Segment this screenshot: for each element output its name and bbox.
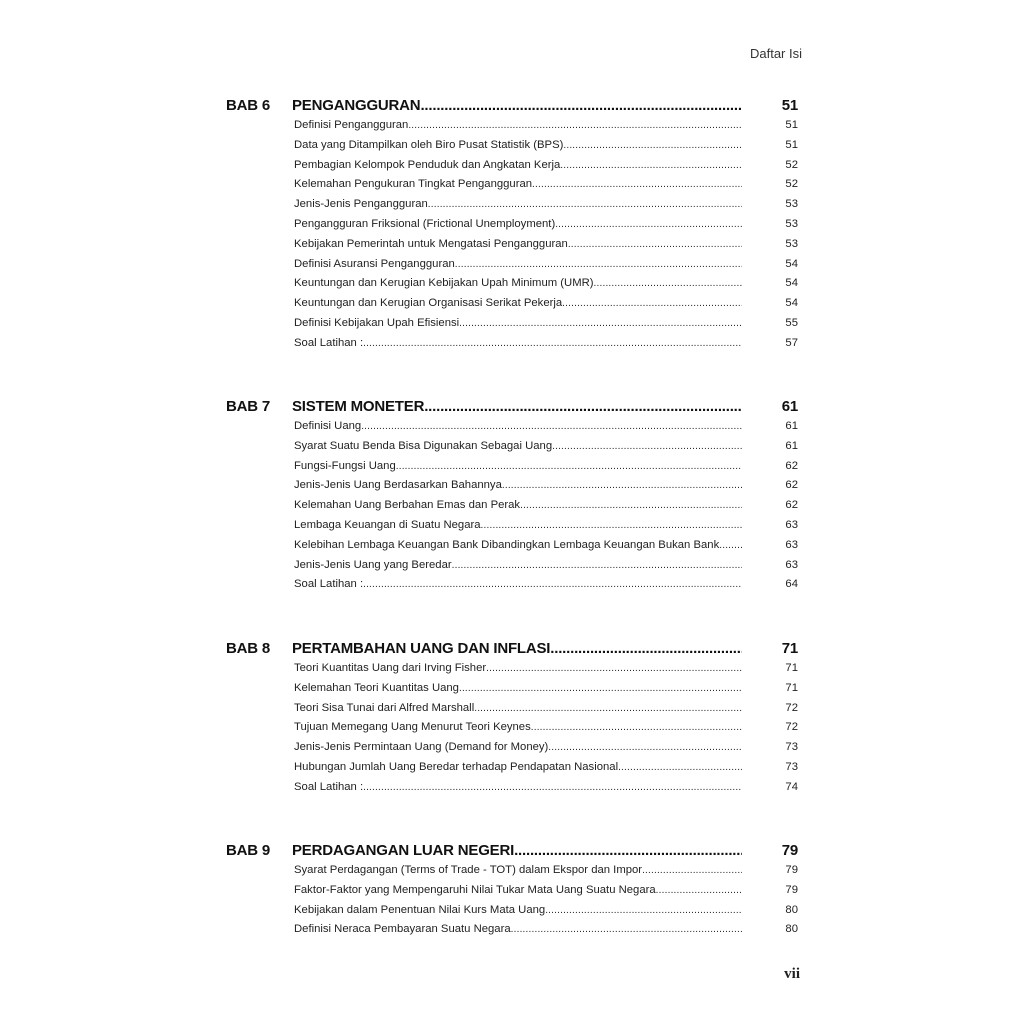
toc-entry-page: 71: [785, 662, 798, 674]
dot-leader: [363, 338, 742, 349]
toc-entry[interactable]: [294, 761, 798, 781]
toc-entry-page: 72: [785, 701, 798, 714]
toc-entry-page: 52: [785, 158, 798, 171]
toc-entry[interactable]: [294, 139, 798, 159]
dot-leader: [361, 421, 742, 432]
toc-entry-page: 74: [785, 780, 798, 793]
toc-entry-title: Data yang Ditampilkan oleh Biro Pusat Statistik (BPS): [294, 138, 564, 151]
toc-entry-page: 55: [785, 316, 798, 329]
toc-entry[interactable]: [294, 682, 798, 702]
toc-entry-title: Definisi Kebijakan Upah Efisiensi: [294, 316, 460, 329]
toc-entry[interactable]: [294, 662, 798, 682]
toc-entry-page: 53: [785, 217, 798, 230]
dot-leader: [481, 520, 742, 531]
chapter-title: PERDAGANGAN LUAR NEGERI: [292, 842, 515, 859]
dot-leader: [459, 318, 742, 329]
toc-entry-title: Syarat Perdagangan (Terms of Trade - TOT) dalam Ekspor dan Impor: [294, 864, 643, 876]
dot-leader: [520, 500, 742, 511]
dot-leader: [452, 560, 742, 571]
toc-entry[interactable]: [294, 781, 798, 801]
toc-entry-title: Fungsi-Fungsi Uang: [294, 459, 396, 472]
toc-entry[interactable]: [294, 178, 798, 198]
toc-entry-page: 53: [785, 198, 798, 211]
toc-entry-page: 51: [785, 138, 798, 151]
chapter-label: BAB 8: [226, 640, 271, 657]
page-number: vii: [784, 966, 800, 982]
dot-leader: [502, 480, 742, 491]
dot-leader: [560, 160, 742, 171]
chapter-entries: [294, 119, 798, 357]
chapter-page-number: 61: [781, 398, 798, 415]
toc-entry-title: Kelemahan Pengukuran Tingkat Pengangguran: [294, 178, 533, 191]
chapter-label: BAB 7: [226, 398, 271, 415]
chapter-bab-6: [226, 97, 798, 357]
chapter-title: PERTAMBAHAN UANG DAN INFLASI: [292, 640, 551, 657]
toc-entry[interactable]: [294, 337, 798, 357]
dot-leader: [545, 905, 742, 916]
dot-leader: [424, 398, 742, 415]
toc-entry[interactable]: [294, 440, 798, 460]
toc-entry-title: Soal Latihan :: [294, 336, 364, 349]
toc-entry-page: 54: [785, 257, 798, 270]
chapter-label: BAB 9: [226, 842, 271, 859]
toc-entry[interactable]: [294, 702, 798, 722]
chapter-label: BAB 6: [226, 97, 271, 114]
dot-leader: [420, 97, 742, 114]
toc-entry-page: 80: [785, 923, 798, 936]
chapter-bab-8: [226, 640, 798, 801]
toc-entry-page: 51: [785, 119, 798, 131]
dot-leader: [363, 782, 742, 793]
chapter-title: PENGANGGURAN: [292, 97, 421, 114]
toc-entry[interactable]: [294, 218, 798, 238]
toc-entry[interactable]: [294, 277, 798, 297]
toc-entry-page: 80: [785, 903, 798, 916]
toc-entry[interactable]: [294, 559, 798, 579]
dot-leader: [548, 742, 742, 753]
toc-entry-page: 63: [785, 558, 798, 571]
toc-entry-page: 54: [785, 277, 798, 290]
chapter-entries: [294, 662, 798, 801]
toc-entry-title: Tujuan Memegang Uang Menurut Teori Keynes: [294, 721, 531, 734]
toc-entry[interactable]: [294, 499, 798, 519]
toc-entry-page: 73: [785, 760, 798, 773]
running-head: Daftar Isi: [749, 46, 802, 61]
toc-entry-title: Teori Kuantitas Uang dari Irving Fisher: [294, 662, 487, 674]
toc-entry-page: 52: [785, 178, 798, 191]
toc-entry[interactable]: [294, 460, 798, 480]
toc-entry[interactable]: [294, 238, 798, 258]
chapter-page-number: 79: [781, 842, 798, 859]
dot-leader: [474, 703, 742, 714]
toc-entry[interactable]: [294, 539, 798, 559]
toc-entry-title: Syarat Suatu Benda Bisa Digunakan Sebagai Uang: [294, 439, 553, 452]
toc-entry[interactable]: [294, 923, 798, 943]
chapter-bab-9: [226, 842, 798, 943]
toc-entry-title: Definisi Uang: [294, 420, 362, 432]
chapter-page-number: 51: [781, 97, 798, 114]
toc-entry-title: Lembaga Keuangan di Suatu Negara: [294, 518, 481, 531]
dot-leader: [555, 219, 742, 230]
toc-entry[interactable]: [294, 420, 798, 440]
dot-leader: [459, 683, 742, 694]
dot-leader: [514, 842, 742, 859]
toc-entry-title: Jenis-Jenis Pengangguran: [294, 198, 428, 211]
toc-entry-page: 63: [785, 538, 798, 551]
toc-entry-page: 62: [785, 479, 798, 492]
toc-entry-page: 72: [785, 721, 798, 734]
dot-leader: [363, 579, 742, 590]
toc-entry-title: Soal Latihan :: [294, 578, 364, 591]
toc-entry[interactable]: [294, 479, 798, 499]
toc-entry-title: Definisi Neraca Pembayaran Suatu Negara: [294, 923, 511, 936]
toc-entry-title: Kebijakan dalam Penentuan Nilai Kurs Mata Uang: [294, 903, 546, 916]
dot-leader: [550, 640, 742, 657]
dot-leader: [594, 278, 742, 289]
toc-entry-title: Hubungan Jumlah Uang Beredar terhadap Pendapatan Nasional: [294, 760, 619, 773]
dot-leader: [428, 199, 742, 210]
toc-entry-page: 61: [785, 439, 798, 452]
toc-entry-title: Jenis-Jenis Permintaan Uang (Demand for Money): [294, 741, 549, 754]
chapter-heading[interactable]: [226, 640, 798, 662]
toc-entry-title: Faktor-Faktor yang Mempengaruhi Nilai Tukar Mata Uang Suatu Negara: [294, 883, 656, 896]
toc-entry-title: Soal Latihan :: [294, 780, 364, 793]
toc-entry-page: 53: [785, 237, 798, 250]
dot-leader: [563, 140, 742, 151]
toc-entry-page: 61: [785, 420, 798, 432]
toc-entry-page: 57: [785, 336, 798, 349]
toc-entry[interactable]: [294, 721, 798, 741]
toc-entry-page: 71: [785, 681, 798, 694]
toc-entry-title: Kelemahan Uang Berbahan Emas dan Perak: [294, 499, 521, 512]
toc-entry[interactable]: [294, 741, 798, 761]
toc-entry[interactable]: [294, 519, 798, 539]
toc-entry-title: Definisi Pengangguran: [294, 119, 409, 131]
chapter-title: SISTEM MONETER: [292, 398, 425, 415]
dot-leader: [642, 865, 742, 876]
toc-entry-title: Jenis-Jenis Uang Berdasarkan Bahannya: [294, 479, 502, 492]
chapter-heading[interactable]: [226, 97, 798, 119]
dot-leader: [531, 722, 742, 733]
toc-entry[interactable]: [294, 864, 798, 884]
toc-entry-page: 64: [785, 578, 798, 591]
toc-entry-title: Keuntungan dan Kerugian Kebijakan Upah Minimum (UMR): [294, 277, 594, 290]
toc-entry-title: Jenis-Jenis Uang yang Beredar: [294, 558, 452, 571]
toc-entry[interactable]: [294, 884, 798, 904]
chapter-entries: [294, 420, 798, 598]
toc-entry-page: 79: [785, 864, 798, 876]
toc-entry-title: Pembagian Kelompok Penduduk dan Angkatan Kerja: [294, 158, 561, 171]
chapter-heading[interactable]: [226, 842, 798, 864]
chapter-page-number: 71: [781, 640, 798, 657]
chapter-bab-7: [226, 398, 798, 598]
toc-entry-page: 63: [785, 518, 798, 531]
toc-entry-title: Teori Sisa Tunai dari Alfred Marshall: [294, 701, 475, 714]
toc-entry-page: 62: [785, 499, 798, 512]
dot-leader: [396, 461, 742, 472]
toc-entry-page: 73: [785, 741, 798, 754]
toc-entry-title: Keuntungan dan Kerugian Organisasi Serikat Pekerja: [294, 297, 563, 310]
toc-entry-title: Definisi Asuransi Pengangguran: [294, 257, 455, 270]
toc-entry-page: 54: [785, 297, 798, 310]
toc-entry-title: Kelebihan Lembaga Keuangan Bank Dibandingkan Lembaga Keuangan Bukan Bank: [294, 538, 720, 551]
dot-leader: [511, 924, 742, 935]
toc-entry-page: 79: [785, 883, 798, 896]
dot-leader: [408, 120, 742, 131]
dot-leader: [532, 179, 742, 190]
toc-entry[interactable]: [294, 119, 798, 139]
toc-entry[interactable]: [294, 297, 798, 317]
toc-entry[interactable]: [294, 317, 798, 337]
toc-entry[interactable]: [294, 578, 798, 598]
dot-leader: [568, 239, 742, 250]
toc-entry[interactable]: [294, 258, 798, 278]
toc-entry[interactable]: [294, 198, 798, 218]
chapter-entries: [294, 864, 798, 943]
dot-leader: [552, 441, 742, 452]
toc-entry-title: Kebijakan Pemerintah untuk Mengatasi Pengangguran: [294, 237, 568, 250]
dot-leader: [656, 885, 742, 896]
dot-leader: [455, 259, 742, 270]
dot-leader: [562, 298, 742, 309]
chapter-heading[interactable]: [226, 398, 798, 420]
toc-entry-title: Pengangguran Friksional (Frictional Unemployment): [294, 217, 556, 230]
toc-entry-page: 62: [785, 459, 798, 472]
dot-leader: [719, 540, 742, 551]
toc-entry[interactable]: [294, 159, 798, 179]
dot-leader: [486, 663, 742, 674]
toc-entry[interactable]: [294, 904, 798, 924]
dot-leader: [618, 762, 742, 773]
toc-entry-title: Kelemahan Teori Kuantitas Uang: [294, 681, 459, 694]
